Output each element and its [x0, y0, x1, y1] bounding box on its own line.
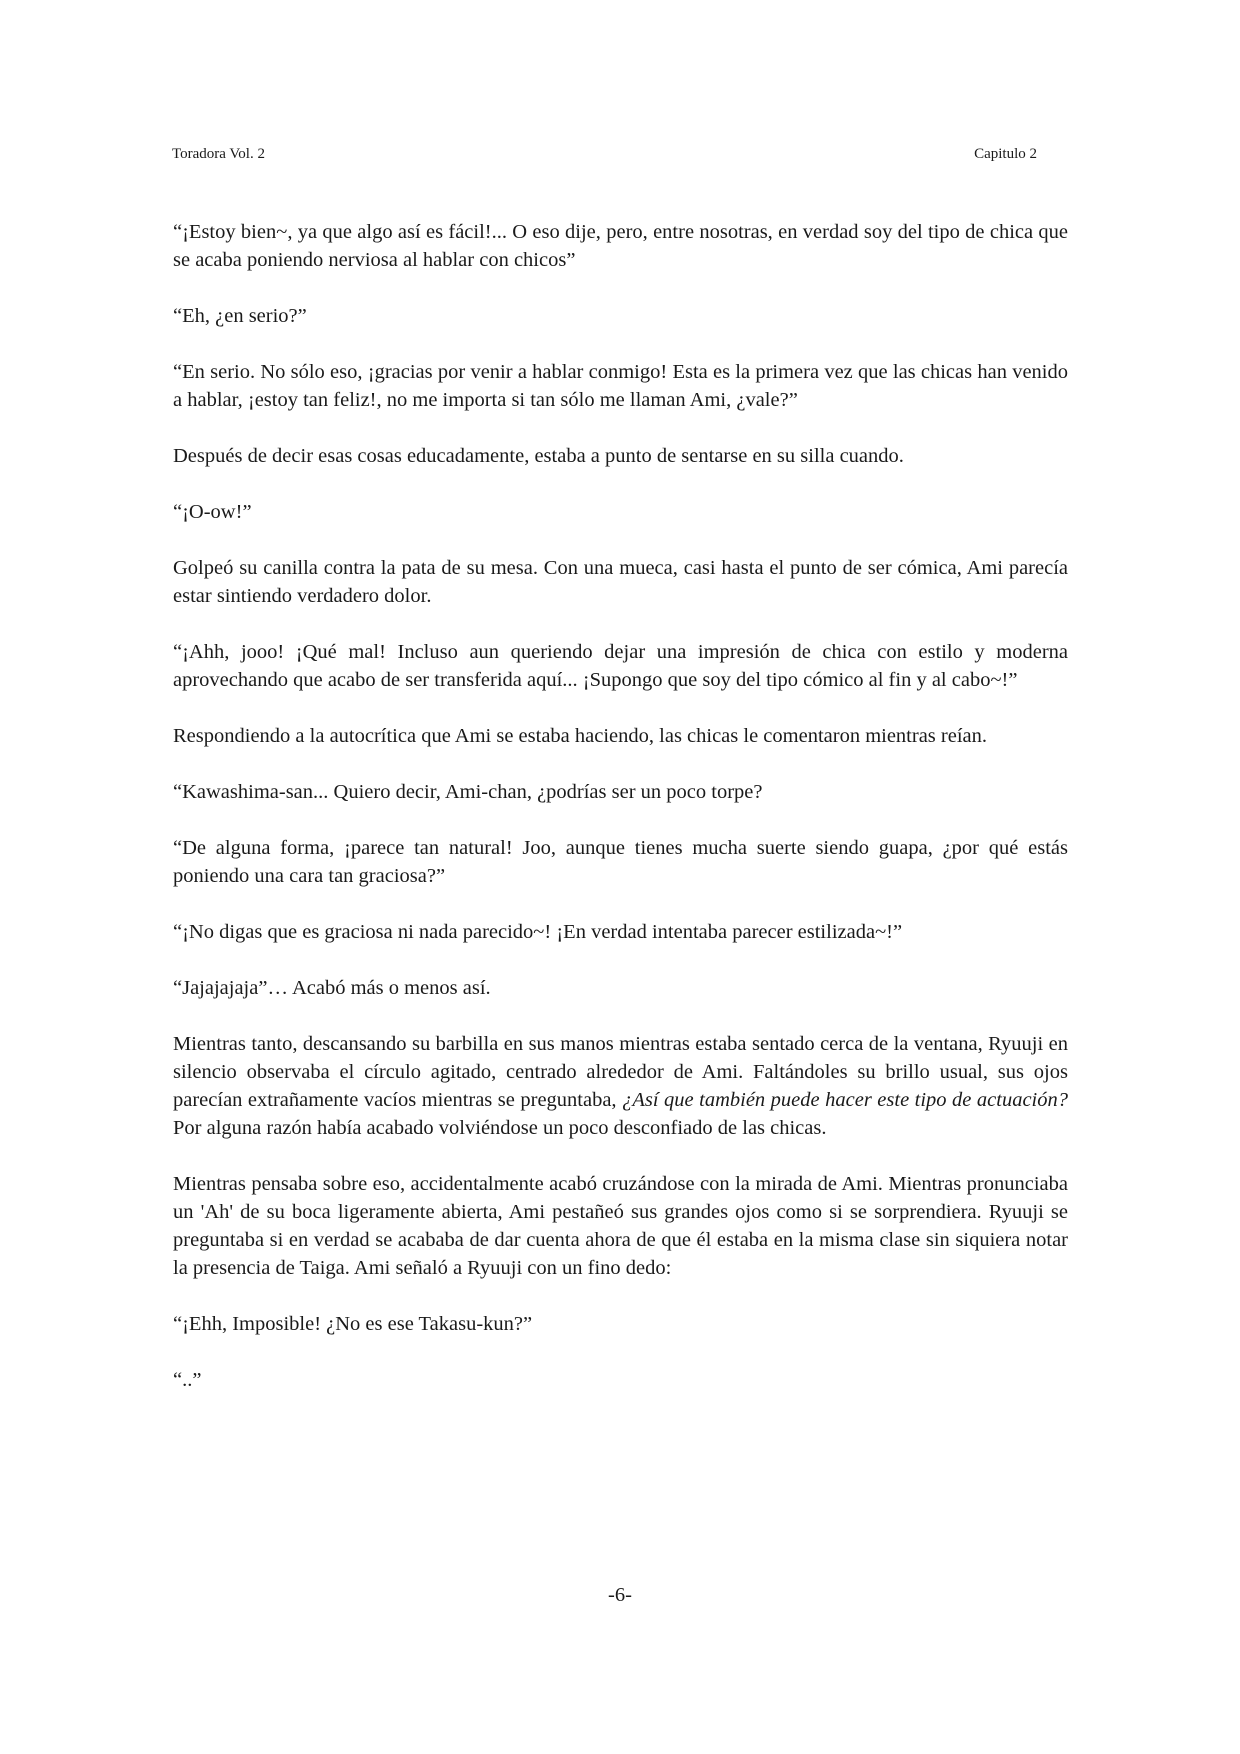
- paragraph: Mientras pensaba sobre eso, accidentalmente acabó cruzándose con la mirada de Ami. Mientras pronunciaba un 'Ah' de su boca ligeramente abierta, Ami pestañeó sus grandes ojos como si se sorprendiera. Ryuuji se preguntaba si en verdad se acababa de dar cuenta ahora de que él estaba en la misma clase sin siquiera notar la presencia de Taiga. Ami señaló a Ryuuji con un fino dedo:: [173, 1173, 1068, 1279]
- italic-thought: ¿Así que también puede hacer este tipo de actuación?: [622, 1089, 1068, 1111]
- paragraph: Respondiendo a la autocrítica que Ami se estaba haciendo, las chicas le comentaron mientras reían.: [173, 725, 988, 747]
- paragraph-text: Mientras tanto, descansando su barbilla en sus manos mientras estaba sentado cerca de la ventana, Ryuuji en silencio observaba el círculo agitado, centrado alrededor de Ami. Faltándoles su brillo usual, sus ojos parecían extrañamente vacíos mientras se preguntaba,: [173, 1033, 1068, 1111]
- paragraph: “¡Ahh, jooo! ¡Qué mal! Incluso aun queriendo dejar una impresión de chica con estilo y moderna aprovechando que acabo de ser transferida aquí... ¡Supongo que soy del tipo cómico al fin y al cabo~!”: [173, 641, 1068, 691]
- paragraph: Golpeó su canilla contra la pata de su mesa. Con una mueca, casi hasta el punto de ser cómica, Ami parecía estar sintiendo verdadero dolor.: [173, 557, 1068, 607]
- paragraph: “Jajajajaja”… Acabó más o menos así.: [173, 977, 491, 999]
- paragraph: Después de decir esas cosas educadamente, estaba a punto de sentarse en su silla cuando.: [173, 445, 904, 467]
- paragraph: [173, 1030, 1068, 1142]
- paragraph: “¡Ehh, Imposible! ¿No es ese Takasu-kun?”: [173, 1313, 533, 1335]
- header-book-title: Toradora Vol. 2: [172, 146, 265, 162]
- header-chapter: Capitulo 2: [974, 146, 1037, 162]
- paragraph: “Kawashima-san... Quiero decir, Ami-chan, ¿podrías ser un poco torpe?: [173, 781, 763, 803]
- paragraph: “Eh, ¿en serio?”: [173, 305, 307, 327]
- paragraph: “¡No digas que es graciosa ni nada parecido~! ¡En verdad intentaba parecer estilizada~!”: [173, 921, 903, 943]
- page-header: [172, 146, 1037, 163]
- paragraph-text: Por alguna razón había acabado volviéndose un poco desconfiado de las chicas.: [173, 1117, 827, 1139]
- paragraph: “..”: [173, 1369, 202, 1391]
- page-body: [173, 218, 1068, 1422]
- page-number: -6-: [608, 1584, 632, 1606]
- paragraph: “De alguna forma, ¡parece tan natural! Joo, aunque tienes mucha suerte siendo guapa, ¿por qué estás poniendo una cara tan graciosa?”: [173, 837, 1068, 887]
- paragraph: “¡O-ow!”: [173, 501, 252, 523]
- paragraph: “En serio. No sólo eso, ¡gracias por venir a hablar conmigo! Esta es la primera vez que las chicas han venido a hablar, ¡estoy tan feliz!, no me importa si tan sólo me llaman Ami, ¿vale?”: [173, 361, 1068, 411]
- paragraph: “¡Estoy bien~, ya que algo así es fácil!... O eso dije, pero, entre nosotras, en verdad soy del tipo de chica que se acaba poniendo nerviosa al hablar con chicos”: [173, 221, 1068, 271]
